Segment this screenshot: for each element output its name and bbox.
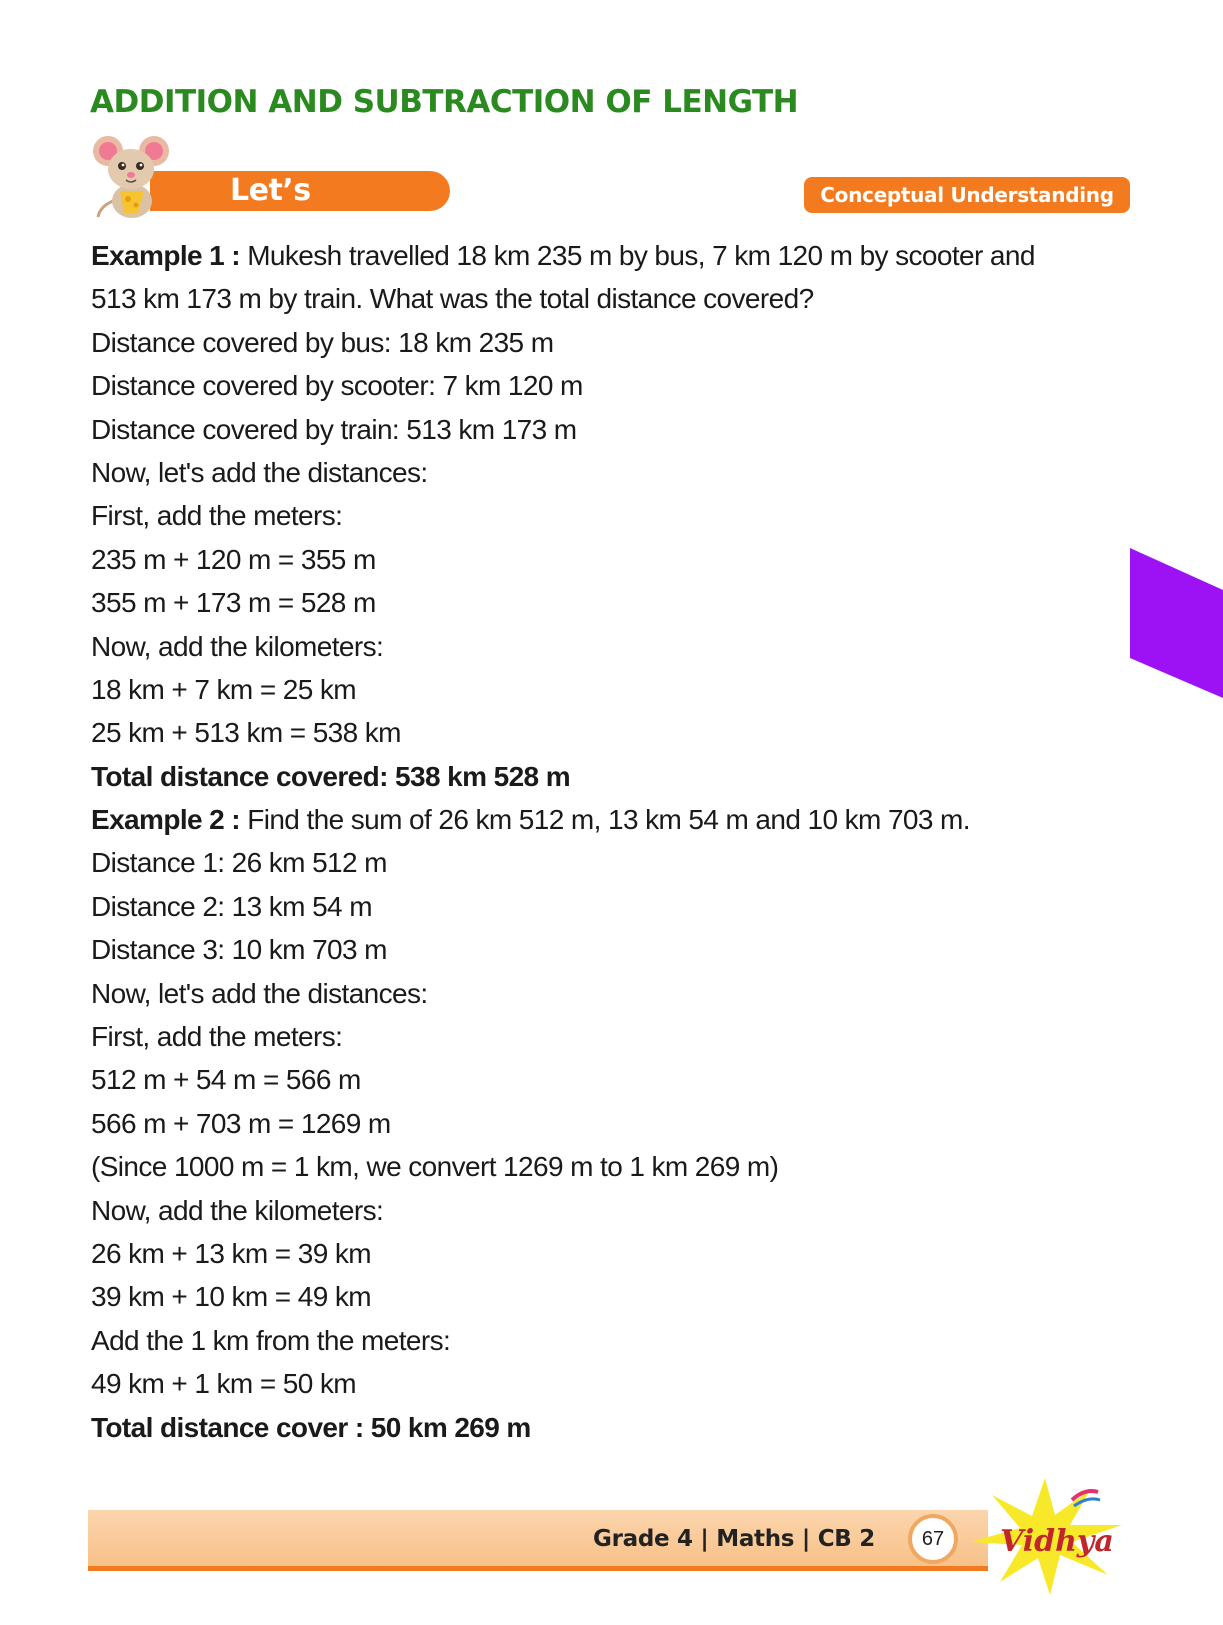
body-text: Distance 3: 10 km 703 m — [91, 934, 387, 966]
text-line — [91, 234, 1151, 277]
body-text: Distance 2: 13 km 54 m — [91, 890, 372, 922]
text-line — [91, 1058, 1151, 1101]
body-text: 26 km + 13 km = 39 km — [91, 1237, 371, 1269]
bold-text: Total distance covered: 538 km 528 m — [91, 760, 570, 792]
page-number: 67 — [908, 1514, 958, 1564]
side-tab-marker — [1130, 548, 1223, 698]
text-line — [91, 451, 1151, 494]
body-text: First, add the meters: — [91, 500, 343, 532]
text-line — [91, 625, 1151, 668]
lets-understand-label: Let’s Understand — [150, 171, 450, 211]
body-text: Now, let's add the distances: — [91, 456, 428, 488]
body-text: 49 km + 1 km = 50 km — [91, 1368, 356, 1400]
body-text: Add the 1 km from the meters: — [91, 1324, 451, 1356]
bold-text: Example 1 : — [91, 240, 241, 271]
text-line — [91, 364, 1151, 407]
body-text: Now, let's add the distances: — [91, 977, 428, 1009]
page-title: ADDITION AND SUBTRACTION OF LENGTH — [90, 84, 799, 120]
body-text: 25 km + 513 km = 538 km — [91, 717, 401, 749]
body-text: 513 km 173 m by train. What was the total distance covered? — [91, 283, 814, 315]
bold-text: Total distance cover : 50 km 269 m — [91, 1411, 531, 1443]
text-line — [91, 1015, 1151, 1058]
text-line — [91, 885, 1151, 928]
footer-course-label: Grade 4 | Maths | CB 2 — [593, 1526, 875, 1552]
body-text: 18 km + 7 km = 25 km — [91, 673, 356, 705]
text-line — [91, 1406, 1151, 1449]
body-text: 566 m + 703 m = 1269 m — [91, 1107, 391, 1139]
text-line — [91, 1145, 1151, 1188]
text-line — [91, 581, 1151, 624]
body-text: Now, add the kilometers: — [91, 1194, 384, 1226]
body-text: Distance 1: 26 km 512 m — [91, 847, 387, 879]
mouse-mascot-icon — [90, 133, 170, 221]
text-line — [91, 668, 1151, 711]
conceptual-understanding-badge: Conceptual Understanding — [804, 177, 1130, 213]
body-text: First, add the meters: — [91, 1021, 343, 1053]
text-line — [91, 408, 1151, 451]
text-line — [91, 1189, 1151, 1232]
body-text: (Since 1000 m = 1 km, we convert 1269 m to 1 km 269 m) — [91, 1151, 779, 1183]
text-line — [91, 711, 1151, 754]
lets-understand-banner — [90, 133, 450, 248]
text-line — [91, 841, 1151, 884]
text-line — [91, 755, 1151, 798]
body-text: Mukesh travelled 18 km 235 m by bus, 7 km 120 m by scooter and — [240, 240, 1035, 271]
bold-text: Example 2 : — [91, 804, 241, 836]
text-line — [91, 321, 1151, 364]
text-line — [91, 1275, 1151, 1318]
text-line — [91, 1232, 1151, 1275]
text-line — [91, 972, 1151, 1015]
text-line — [91, 798, 1151, 841]
worked-examples — [91, 234, 1151, 1449]
body-text: Distance covered by bus: 18 km 235 m — [91, 326, 554, 358]
text-line — [91, 1319, 1151, 1362]
body-text: 235 m + 120 m = 355 m — [91, 543, 376, 575]
text-line — [91, 538, 1151, 581]
text-line — [91, 1362, 1151, 1405]
body-text: Now, add the kilometers: — [91, 630, 384, 662]
body-text: 355 m + 173 m = 528 m — [91, 587, 376, 619]
body-text: 512 m + 54 m = 566 m — [91, 1064, 361, 1096]
body-text: Distance covered by train: 513 km 173 m — [91, 413, 577, 445]
body-text: Distance covered by scooter: 7 km 120 m — [91, 370, 583, 402]
text-line — [91, 928, 1151, 971]
body-text: Find the sum of 26 km 512 m, 13 km 54 m and 10 km 703 m. — [240, 804, 970, 836]
text-line — [91, 277, 1151, 320]
text-line — [91, 1102, 1151, 1145]
body-text: 39 km + 10 km = 49 km — [91, 1281, 371, 1313]
text-line — [91, 494, 1151, 537]
vidhya-logo-text: Vidhya — [1000, 1524, 1114, 1559]
